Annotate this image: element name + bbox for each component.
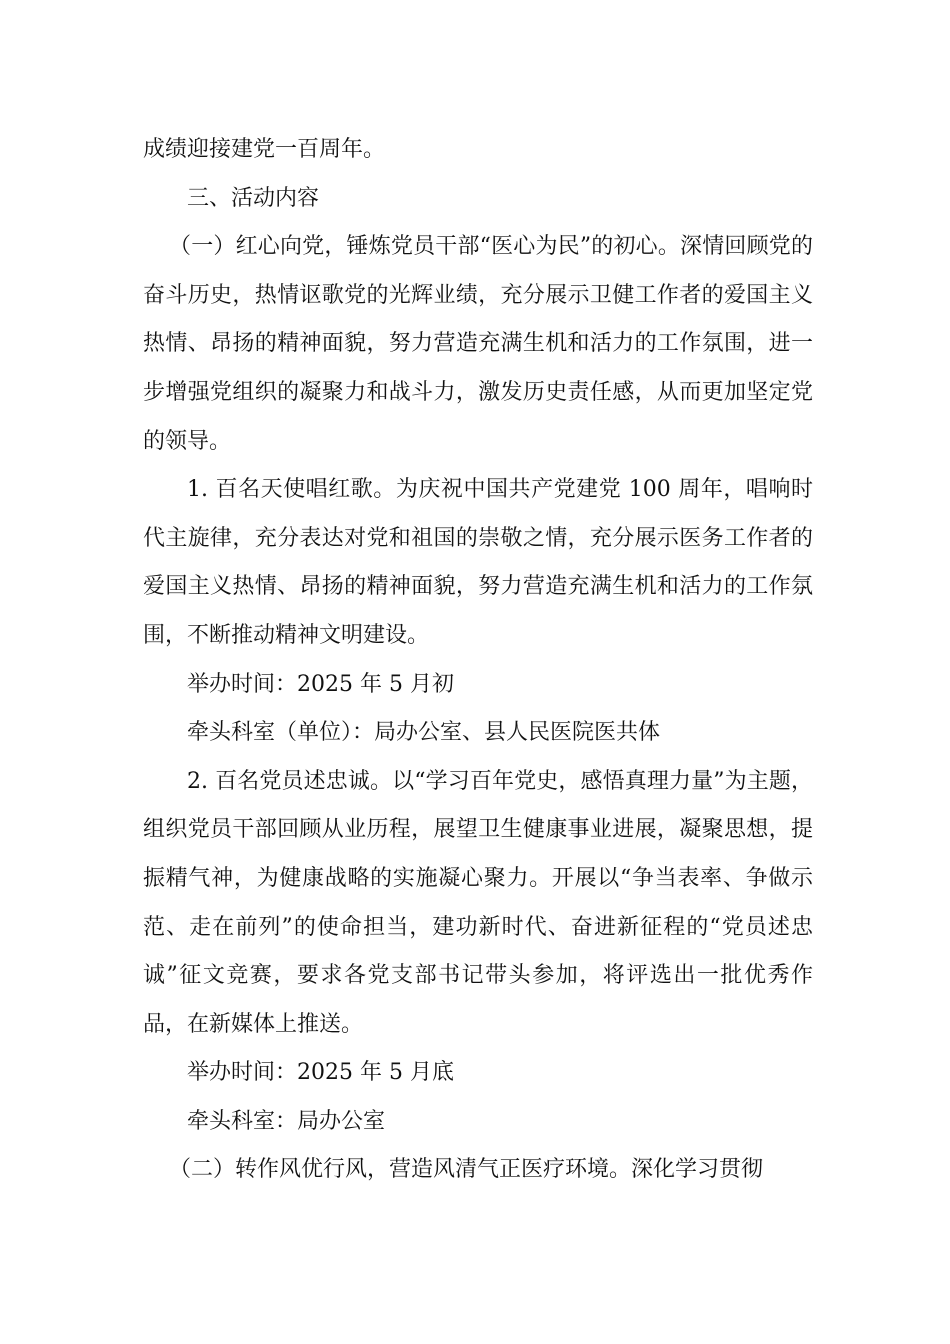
item-1-time: 举办时间：2025 年 5 月初 <box>187 671 454 697</box>
item-2-lead-department: 牵头科室：局办公室 <box>187 1108 386 1134</box>
document-body <box>143 126 813 1195</box>
paragraph-continuation: 成绩迎接建党一百周年。 <box>143 137 386 162</box>
paragraph-item-2: 2. 百名党员述忠诚。以“学习百年党史，感悟真理力量”为主题，组织党员干部回顾从业历程，展望卫生健康事业进展，凝聚思想，提振精气神，为健康战略的实施凝心聚力。开展以“争当表率、争做示范、走在前列”的使命担当，建功新时代、奋进新征程的“党员述忠诚”征文竞赛，要求各党支部书记带头参加，将评选出一批优秀作品，在新媒体上推送。 <box>143 768 813 1037</box>
paragraph-section-two: （二）转作风优行风，营造风清气正医疗环境。深化学习贯彻 <box>169 1157 764 1183</box>
paragraph-section-one: （一）红心向党，锤炼党员干部“医心为民”的初心。深情回顾党的奋斗历史，热情讴歌党的光辉业绩，充分展示卫健工作者的爱国主义热情、昂扬的精神面貌，努力营造充满生机和活力的工作氛围，进一步增强党组织的凝聚力和战斗力，激发历史责任感，从而更加坚定党的领导。 <box>143 234 813 454</box>
item-1-lead-department: 牵头科室（单位）：局办公室、县人民医院医共体 <box>187 720 661 746</box>
item-2-time: 举办时间：2025 年 5 月底 <box>187 1060 454 1086</box>
paragraph-item-1: 1. 百名天使唱红歌。为庆祝中国共产党建党 100 周年，唱响时代主旋律，充分表达对党和祖国的崇敬之情，充分展示医务工作者的爱国主义热情、昂扬的精神面貌，努力营造充满生机和活力的工作氛围，不断推动精神文明建设。 <box>143 477 813 648</box>
section-heading-activity-content: 三、活动内容 <box>187 185 320 211</box>
